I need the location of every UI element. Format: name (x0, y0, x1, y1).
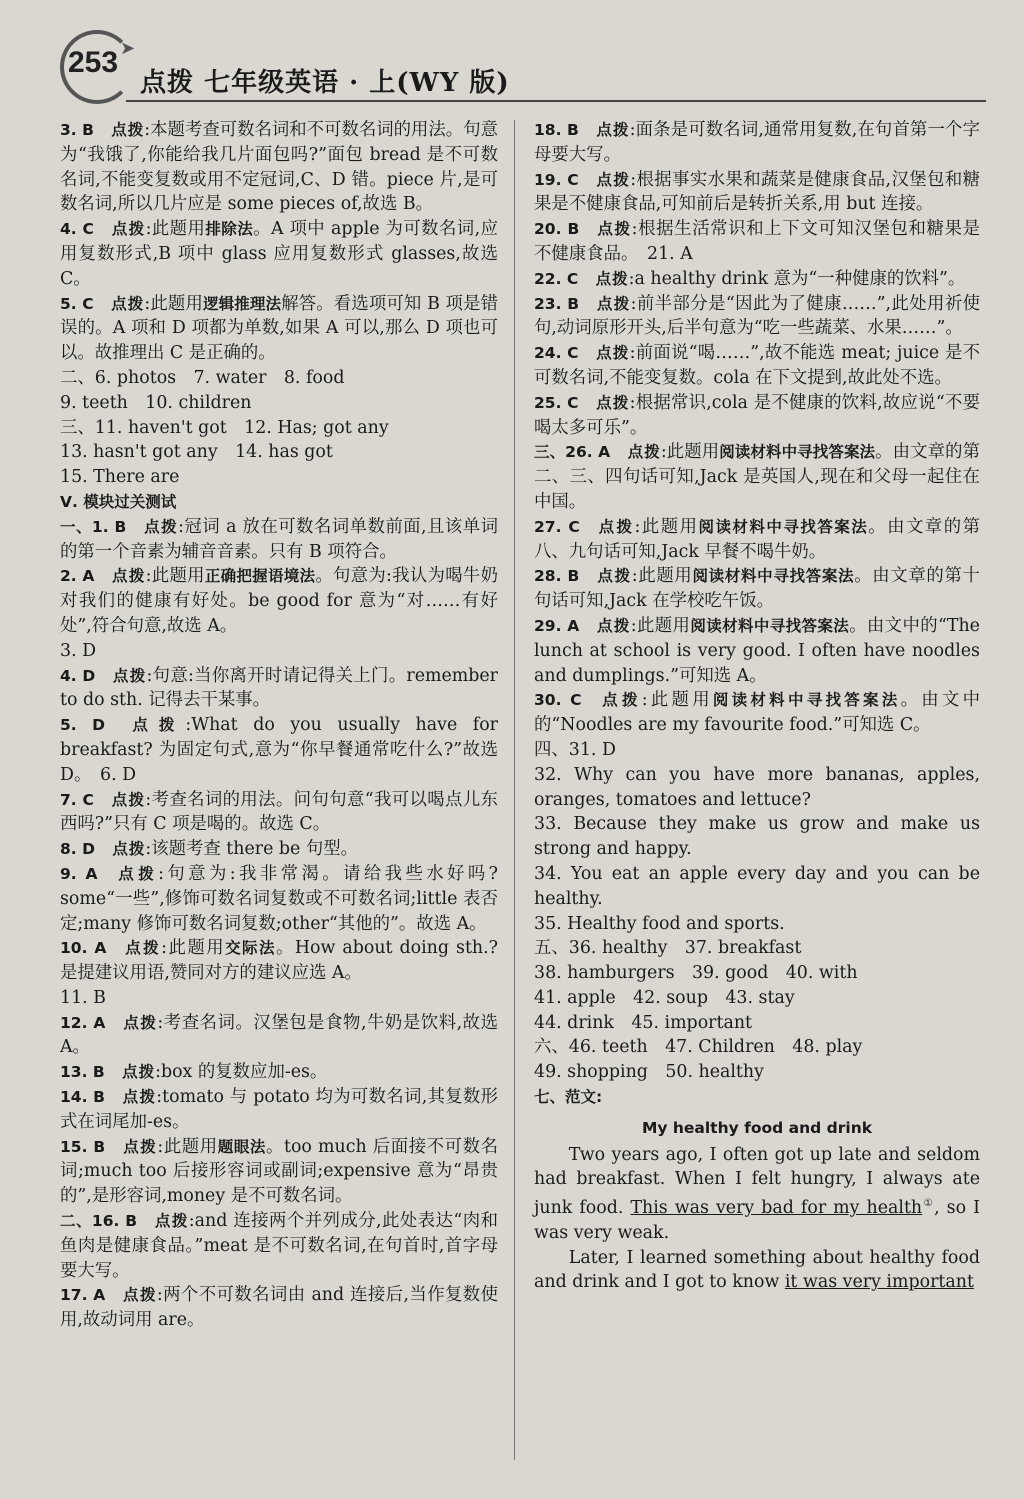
answer-number: 三、26. A (534, 443, 611, 462)
answer-entry: 27. C 点拨:此题用阅读材料中寻找答案法。由文章的第八、九句话可知,Jack 早餐不喝牛奶。 (534, 516, 980, 562)
tip-label: 点拨 (597, 517, 635, 536)
right-entries (534, 118, 980, 1110)
explanation-text: 前面说“喝……”,故不能选 meat; juice 是不可数名词,不能变复数。cola 在下文提到,故此处不选。 (534, 343, 980, 388)
tip-label: 点拨 (595, 393, 630, 412)
tip-label: 点拨 (114, 864, 159, 883)
explanation-text: 考查名词。汉堡包是食物,牛奶是饮料,故选 A。 (60, 1012, 498, 1058)
tip-label: 点拨 (595, 269, 629, 288)
answer-number: 4. C (60, 220, 94, 239)
explanation-text: 。too much 后面接不可数名词;much too 后接形容词或副词;expensive 意为“昂贵的”,是形容词,money 是不可数名词。 (60, 1136, 498, 1207)
answer-number: 17. A (60, 1286, 106, 1305)
tip-label: 点拨 (111, 790, 146, 809)
method-keyword: 交际法 (225, 939, 276, 958)
explanation-text: 此题用 (666, 442, 720, 463)
explanation-text: 考查名词的用法。问句句意“我可以喝点儿东西吗?”只有 C 项是喝的。故选 C。 (60, 789, 498, 835)
explanation-text: 此题用 (647, 690, 713, 711)
book-title (140, 62, 510, 99)
tip-label: 点拨 (143, 517, 179, 536)
answer-entry: 三、26. A 点拨:此题用阅读材料中寻找答案法。由文章的第二、三、四句话可知,Jack 是英国人,现在和父母一起住在中国。 (534, 442, 980, 512)
tip-label: 点拨 (154, 1212, 189, 1231)
answer-entry: 五、36. healthy 37. breakfast (534, 938, 802, 959)
essay-underlined: This was very bad for my health (630, 1198, 923, 1219)
answer-number: 10. A (60, 939, 107, 958)
answer-entry: 18. B 点拨:面条是可数名词,通常用复数,在句首第一个字母要大写。 (534, 120, 980, 165)
answer-entry: 22. C 点拨:a healthy drink 意为“一种健康的饮料”。 (534, 268, 966, 289)
answer-number: 9. A (60, 864, 98, 883)
tip-label: 点拨 (122, 1013, 158, 1032)
page-number: 253 (68, 46, 119, 79)
tip-label: 点拨 (596, 294, 631, 313)
answer-entry: 41. apple 42. soup 43. stay (534, 987, 795, 1008)
essay-paragraph-1 (534, 1143, 980, 1246)
answer-entry: 12. A 点拨:考查名词。汉堡包是食物,牛奶是饮料,故选 A。 (60, 1012, 498, 1058)
explanation-text: and 连接两个并列成分,此处表达“肉和鱼肉是健康食品。”meat 是不可数名词,在句首时,首字母要大写。 (60, 1211, 498, 1281)
answer-entry: 3. D (60, 640, 97, 661)
tip-label: 点拨 (596, 220, 632, 239)
answer-entry: 二、16. B 点拨:and 连接两个并列成分,此处表达“肉和鱼肉是健康食品。”meat 是不可数名词,在句首时,首字母要大写。 (60, 1211, 498, 1281)
explanation-text: 。How about doing sth.? 是提建议用语,赞同对方的建议应选 A。 (60, 938, 498, 984)
answer-entry: 15. There are (60, 467, 180, 488)
answer-entry: 3. B 点拨:本题考查可数名词和不可数名词的用法。句意为“我饿了,你能给我几片面包吗?”面包 bread 是不可数名词,不能变复数或用不定冠词,C、D 错。piece 片,是可数名词,所以几片应是 some pieces of,故选 B。 (60, 120, 498, 215)
answer-number: 27. C (534, 517, 580, 536)
answer-entry: 17. A 点拨:两个不可数名词由 and 连接后,当作复数使用,故动词用 are。 (60, 1285, 498, 1331)
explanation-text: 此题用 (150, 293, 203, 314)
tip-label: 点拨 (122, 716, 186, 735)
explanation-text: tomato 与 potato 均为可数名词,其复数形式在词尾加-es。 (60, 1087, 499, 1132)
explanation-text: 冠词 a 放在可数名词单数前面,且该单词的第一个音素为辅音音素。只有 B 项符合。 (60, 516, 498, 562)
explanation-text: 根据事实水果和蔬菜是健康食品,汉堡包和糖果是不健康食品,可知前后是转折关系,用 but 连接。 (534, 169, 981, 215)
answer-entry: 三、11. haven't got 12. Has; got any (60, 417, 389, 438)
answer-number: 25. C (534, 393, 579, 412)
arrow-icon: ➤ (120, 38, 136, 59)
method-keyword: 题眼法 (217, 1137, 266, 1156)
method-keyword: 阅读材料中寻找答案法 (712, 691, 901, 710)
left-column (60, 118, 498, 1333)
book-subtitle: 七年级英语 · 上(WY 版) (204, 68, 510, 98)
explanation-text: a healthy drink 意为“一种健康的饮料”。 (634, 268, 966, 289)
answer-entry: 15. B 点拨:此题用题眼法。too much 后面接不可数名词;much too 后接形容词或副词;expensive 意为“昂贵的”,是形容词,money 是不可数名词。 (60, 1136, 498, 1207)
explanation-text: 前半部分是“因此为了健康……”,此处用祈使句,动词原形开头,后半句意为“吃一些蔬菜、水果……”。 (534, 293, 981, 339)
header-rule (126, 100, 986, 102)
method-keyword: 阅读材料中寻找答案法 (692, 567, 855, 586)
right-column (534, 118, 980, 1295)
explanation-text: 解答。看选项可知 B 项是错误的。A 项和 D 项都为单数,如果 A 可以,那么 D 项也可以。故推理出 C 是正确的。 (60, 293, 498, 364)
answer-number: 29. A (534, 616, 580, 635)
explanation-text: 此题用 (637, 566, 693, 587)
explanation-text: 。由文中的“The lunch at school is very good. I often have noodles and dumplings.”可知选 A。 (534, 615, 980, 686)
answer-number: 2. A (60, 567, 95, 586)
answer-entry: 一、1. B 点拨:冠词 a 放在可数名词单数前面,且该单词的第一个音素为辅音音素。只有 B 项符合。 (60, 516, 498, 562)
answer-number: 5. D (60, 716, 105, 735)
answer-number: 15. B (60, 1137, 106, 1156)
answer-number: 18. B (534, 121, 579, 139)
answer-entry: 8. D 点拨:该题考查 there be 句型。 (60, 839, 359, 860)
series-logo: 点拨 (140, 68, 195, 98)
column-divider (514, 120, 515, 1460)
tip-label: 点拨 (122, 1088, 157, 1107)
tip-label: 点拨 (112, 666, 147, 685)
explanation-text: 。由文章的第十句话可知,Jack 在学校吃午饭。 (534, 566, 980, 612)
answer-number: 一、1. B (60, 517, 127, 536)
answer-entry: 7. C 点拨:考查名词的用法。问句句意“我可以喝点儿东西吗?”只有 C 项是喝的。故选 C。 (60, 789, 498, 835)
tip-label: 点拨 (111, 567, 146, 586)
answer-number: 28. B (534, 567, 580, 586)
explanation-text: 。A 项中 apple 为可数名词,应用复数形式,B 项中 glass 应用复数形式 glasses,故选 C。 (60, 219, 498, 289)
answer-number: 19. C (534, 170, 579, 189)
method-keyword: 阅读材料中寻找答案法 (719, 443, 876, 462)
tip-label: 点拨 (596, 170, 631, 189)
answer-entry: 9. teeth 10. children (60, 392, 252, 413)
method-keyword: 阅读材料中寻找答案法 (698, 517, 869, 536)
answer-entry: 19. C 点拨:根据事实水果和蔬菜是健康食品,汉堡包和糖果是不健康食品,可知前后是转折关系,用 but 连接。 (534, 169, 981, 215)
tip-label: 点拨 (596, 121, 630, 139)
explanation-text: 。由文章的第二、三、四句话可知,Jack 是英国人,现在和父母一起住在中国。 (534, 442, 980, 512)
tip-label: 点拨 (122, 1286, 157, 1305)
section-heading: 七、范文: (534, 1088, 603, 1107)
explanation-text: 此题用 (636, 615, 691, 636)
answer-entry: 六、46. teeth 47. Children 48. play (534, 1037, 863, 1058)
method-keyword: 排除法 (205, 220, 254, 239)
explanation-text: 。由文章的第八、九句话可知,Jack 早餐不喝牛奶。 (534, 516, 980, 562)
answer-entry: 33. Because they make us grow and make us strong and happy. (534, 814, 980, 860)
explanation-text: 。句意为:我认为喝牛奶对我们的健康有好处。be good for 意为“对……有好处”,符合句意,故选 A。 (60, 566, 498, 636)
explanation-text: box 的复数应加-es。 (160, 1062, 328, 1083)
essay-text: Later, I learned something about healthy food and drink and I got to know (534, 1247, 980, 1293)
tip-label: 点拨 (111, 220, 146, 239)
answer-entry: 30. C 点拨:此题用阅读材料中寻找答案法。由文中的“Noodles are my favourite food.”可知选 C。 (534, 690, 980, 736)
method-keyword: 逻辑推理法 (203, 294, 282, 313)
tip-label: 点拨 (596, 616, 631, 635)
answer-entry: 5. D 点拨:What do you usually have for breakfast? 为固定句式,意为“你早餐通常吃什么?”故选 D。 6. D (60, 715, 498, 785)
answer-entry: 34. You eat an apple every day and you can be healthy. (534, 863, 980, 909)
answer-number: 23. B (534, 294, 580, 313)
answer-number: 3. B (60, 121, 94, 139)
explanation-text: What do you usually have for breakfast? 为固定句式,意为“你早餐通常吃什么?”故选 D。 6. D (60, 715, 498, 785)
answer-number: 7. C (60, 790, 94, 809)
answer-number: 13. B (60, 1063, 105, 1082)
section-heading: Ⅴ. 模块过关测试 (60, 492, 177, 511)
explanation-text: 面条是可数名词,通常用复数,在句首第一个字母要大写。 (534, 120, 980, 165)
tip-label: 点拨 (595, 344, 630, 363)
answer-number: 22. C (534, 269, 579, 288)
answer-entry: 2. A 点拨:此题用正确把握语境法。句意为:我认为喝牛奶对我们的健康有好处。be good for 意为“对……有好处”,符合句意,故选 A。 (60, 566, 498, 636)
tip-label: 点拨 (598, 691, 642, 710)
explanation-text: 此题用 (167, 938, 226, 959)
answer-entry: 四、31. D (534, 739, 616, 760)
explanation-text: 根据生活常识和上下文可知汉堡包和糖果是不健康食品。 21. A (534, 219, 980, 264)
explanation-text: 句意为:我非常渴。请给我些水好吗? some“一些”,修饰可数名词复数或不可数名词;little 表否定;many 修饰可数名词复数;other“其他的”。故选 A。 (60, 863, 498, 934)
explanation-text: 根据常识,cola 是不健康的饮料,故应说“不要喝太多可乐”。 (534, 392, 980, 438)
answer-number: 二、16. B (60, 1212, 138, 1231)
answer-entry: 20. B 点拨:根据生活常识和上下文可知汉堡包和糖果是不健康食品。 21. A (534, 219, 980, 264)
tip-label: 点拨 (112, 840, 146, 859)
answer-entry: 11. B (60, 987, 106, 1008)
essay-title: My healthy food and drink (641, 1118, 873, 1137)
tip-label: 点拨 (110, 294, 145, 313)
answer-entry: 9. A 点拨:句意为:我非常渴。请给我些水好吗? some“一些”,修饰可数名词复数或不可数名词;little 表否定;many 修饰可数名词复数;other“其他的”。故选 A。 (60, 863, 498, 934)
answer-entry: 24. C 点拨:前面说“喝……”,故不能选 meat; juice 是不可数名词,不能变复数。cola 在下文提到,故此处不选。 (534, 343, 980, 388)
answer-entry: 二、6. photos 7. water 8. food (60, 367, 345, 388)
answer-entry: 13. hasn't got any 14. has got (60, 442, 333, 463)
answer-entry: 25. C 点拨:根据常识,cola 是不健康的饮料,故应说“不要喝太多可乐”。 (534, 392, 980, 438)
essay-footnote-mark: ① (922, 1198, 935, 1210)
essay-underlined: it was very important (784, 1272, 974, 1293)
tip-label: 点拨 (627, 443, 661, 462)
tip-label: 点拨 (596, 567, 632, 586)
answer-entry: 38. hamburgers 39. good 40. with (534, 963, 858, 984)
essay-text: Two years ago, I often got up late and seldom had breakfast. When I felt hungry, I always ate junk food. (534, 1144, 980, 1219)
essay-paragraph-2 (534, 1246, 980, 1296)
answer-entry: 28. B 点拨:此题用阅读材料中寻找答案法。由文章的第十句话可知,Jack 在学校吃午饭。 (534, 566, 980, 612)
essay-text: , so I was very weak. (534, 1198, 980, 1243)
answer-number: 5. C (60, 294, 94, 313)
explanation-text: 该题考查 there be 句型。 (151, 839, 359, 860)
method-keyword: 正确把握语境法 (204, 567, 316, 586)
answer-number: 24. C (534, 344, 579, 363)
explanation-text: 此题用 (151, 566, 205, 587)
answer-number: 30. C (534, 691, 582, 710)
explanation-text: 句意:当你离开时请记得关上门。remember to do sth. 记得去干某事。 (60, 665, 498, 711)
explanation-text: 此题用 (151, 219, 206, 240)
answer-number: 8. D (60, 840, 95, 859)
answer-entry: 5. C 点拨:此题用逻辑推理法解答。看选项可知 B 项是错误的。A 项和 D 项都为单数,如果 A 可以,那么 D 项也可以。故推理出 C 是正确的。 (60, 293, 498, 364)
answer-entry: 4. C 点拨:此题用排除法。A 项中 apple 为可数名词,应用复数形式,B 项中 glass 应用复数形式 glasses,故选 C。 (60, 219, 498, 289)
answer-number: 14. B (60, 1088, 105, 1107)
answer-entry: 29. A 点拨:此题用阅读材料中寻找答案法。由文中的“The lunch at school is very good. I often have noodles and dumplings.”可知选 A。 (534, 615, 980, 686)
answer-entry: 35. Healthy food and sports. (534, 913, 785, 934)
explanation-text: 。由文中的“Noodles are my favourite food.”可知选 C。 (534, 690, 980, 736)
explanation-text: 本题考查可数名词和不可数名词的用法。句意为“我饿了,你能给我几片面包吗?”面包 bread 是不可数名词,不能变复数或用不定冠词,C、D 错。piece 片,是可数名词,所以几片应是 some pieces of,故选 B。 (60, 120, 498, 215)
answer-entry: 13. B 点拨:box 的复数应加-es。 (60, 1062, 328, 1083)
tip-label: 点拨 (111, 121, 145, 139)
answer-entry: 23. B 点拨:前半部分是“因此为了健康……”,此处用祈使句,动词原形开头,后半句意为“吃一些蔬菜、水果……”。 (534, 293, 981, 339)
method-keyword: 阅读材料中寻找答案法 (690, 616, 850, 635)
explanation-text: 此题用 (640, 516, 699, 537)
answer-number: 12. A (60, 1013, 106, 1032)
answer-entry: 10. A 点拨:此题用交际法。How about doing sth.? 是提建议用语,赞同对方的建议应选 A。 (60, 938, 498, 984)
answer-entry: 32. Why can you have more bananas, apples, oranges, tomatoes and lettuce? (534, 764, 980, 810)
answer-entry: 4. D 点拨:句意:当你离开时请记得关上门。remember to do sth. 记得去干某事。 (60, 665, 498, 711)
page-header (60, 30, 990, 102)
explanation-text: 两个不可数名词由 and 连接后,当作复数使用,故动词用 are。 (60, 1285, 498, 1331)
answer-number: 4. D (60, 666, 96, 685)
tip-label: 点拨 (122, 1063, 156, 1082)
answer-entry: 44. drink 45. important (534, 1012, 753, 1033)
answer-entry: 49. shopping 50. healthy (534, 1062, 764, 1083)
explanation-text: 此题用 (163, 1136, 218, 1157)
answer-entry: 14. B 点拨:tomato 与 potato 均为可数名词,其复数形式在词尾加-es。 (60, 1087, 499, 1132)
answer-number: 20. B (534, 220, 580, 239)
tip-label: 点拨 (123, 939, 162, 958)
tip-label: 点拨 (122, 1137, 158, 1156)
